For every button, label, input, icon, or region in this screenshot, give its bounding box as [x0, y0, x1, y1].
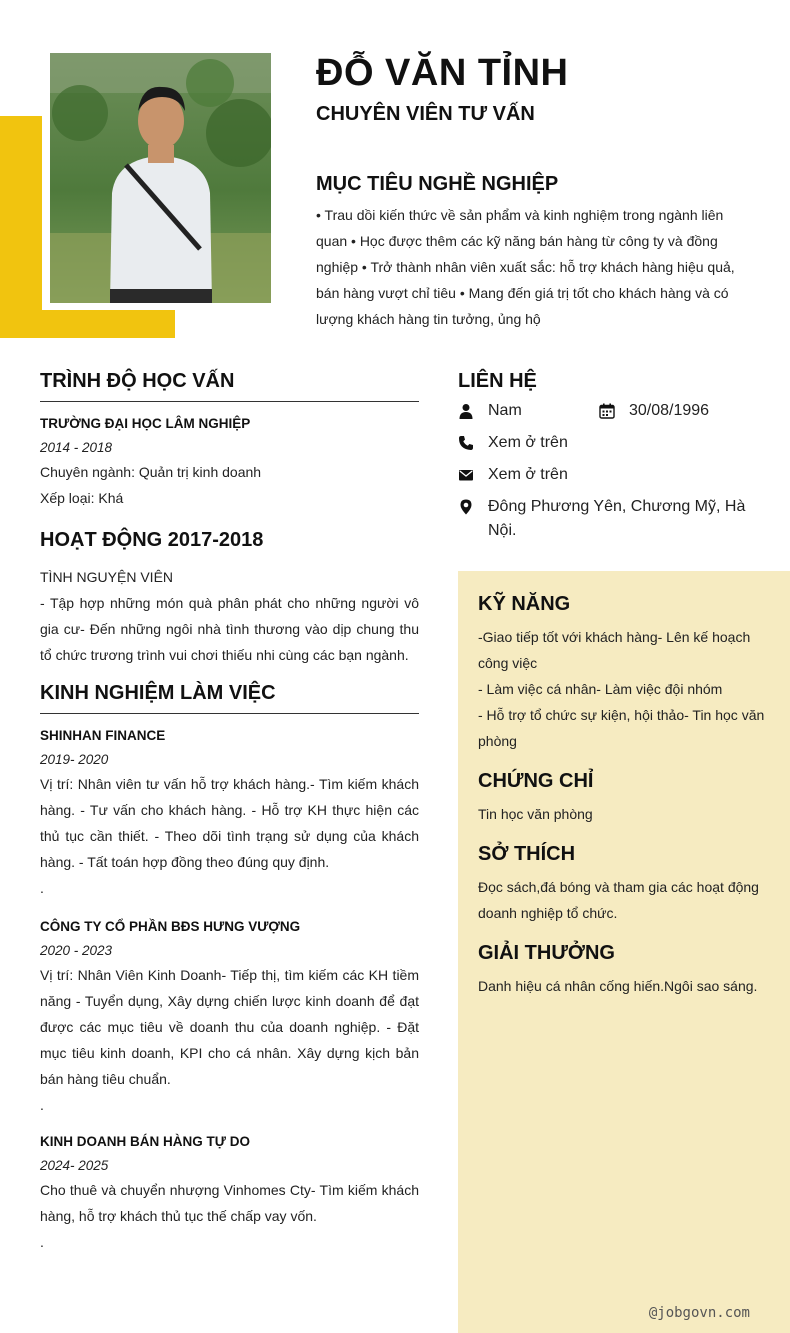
phone-icon: [458, 435, 474, 451]
contact-row-address: [458, 495, 758, 543]
accent-bar-horizontal: [0, 310, 175, 338]
contact-section: [458, 370, 758, 551]
job-title: CHUYÊN VIÊN TƯ VẤN: [316, 103, 535, 125]
experience-heading: KINH NGHIỆM LÀM VIỆC: [40, 682, 419, 714]
contact-row-email: [458, 463, 758, 487]
certificates-text: Tin học văn phòng: [478, 806, 593, 822]
education-period: 2014 - 2018: [40, 440, 113, 455]
location-pin-icon: [458, 499, 474, 515]
experience-section: [40, 682, 419, 1255]
experience-item: [40, 915, 419, 1118]
experience-period: 2019- 2020: [40, 752, 109, 767]
education-school: TRƯỜNG ĐẠI HỌC LÂM NGHIỆP: [40, 416, 251, 431]
skill-item: - Hỗ trợ tổ chức sự kiện, hội thảo- Tin học văn phòng: [478, 707, 765, 749]
certificates-section: [478, 770, 770, 827]
awards-section: [478, 942, 770, 999]
education-major: Chuyên ngành: Quản trị kinh doanh: [40, 464, 262, 480]
skills-panel: [458, 571, 790, 1333]
contact-birthdate: 30/08/1996: [629, 402, 710, 419]
skills-section: [478, 593, 770, 754]
awards-text: Danh hiệu cá nhân cống hiến.Ngôi sao sáng.: [478, 978, 758, 994]
contact-address: Đông Phương Yên, Chương Mỹ, Hà Nội.: [488, 498, 746, 539]
experience-company: SHINHAN FINANCE: [40, 728, 166, 743]
experience-company: KINH DOANH BÁN HÀNG TỰ DO: [40, 1134, 250, 1149]
contact-email: Xem ở trên: [488, 466, 568, 483]
activities-heading: HOẠT ĐỘNG 2017-2018: [40, 529, 264, 551]
activities-section: [40, 529, 419, 668]
calendar-icon: [599, 403, 615, 419]
education-heading: TRÌNH ĐỘ HỌC VẤN: [40, 370, 419, 402]
candidate-name: ĐỖ VĂN TỈNH: [316, 52, 569, 94]
experience-description: Vị trí: Nhân viên tư vấn hỗ trợ khách hàng.- Tìm kiếm khách hàng. - Tư vấn cho khách hàng. - Hỗ trợ KH thực hiện các thủ tục cần thiết. - Theo dõi tình trạng sử dụng của khách hàng. - Tất toán hợp đồng theo đúng quy định.: [40, 776, 419, 870]
objective-text: • Trau dồi kiến thức về sản phẩm và kinh nghiệm trong ngành liên quan • Học được thêm các kỹ năng bán hàng từ công ty và đồng nghiệp • Trở thành nhân viên xuất sắc: hỗ trợ khách hàng hiệu quả, bán hàng vượt chỉ tiêu • Mang đến giá trị tốt cho khách hàng và có lượng khách hàng tin tưởng, ủng hộ: [316, 207, 735, 327]
hobbies-section: [478, 843, 770, 926]
profile-photo: [50, 53, 271, 303]
experience-item: [40, 1130, 419, 1255]
contact-gender: Nam: [488, 402, 522, 419]
mail-icon: [458, 467, 474, 483]
experience-period: 2020 - 2023: [40, 943, 113, 958]
accent-bar-vertical: [0, 116, 42, 338]
awards-heading: GIẢI THƯỞNG: [478, 942, 615, 964]
certificates-heading: CHỨNG CHỈ: [478, 770, 594, 792]
skill-item: -Giao tiếp tốt với khách hàng- Lên kế hoạch công việc: [478, 629, 751, 671]
contact-row-gender-birth: [458, 399, 758, 423]
experience-description: Vị trí: Nhân Viên Kinh Doanh- Tiếp thị, tìm kiếm các KH tiềm năng - Tuyển dụng, Xây dựng chiến lược kinh doanh để đạt được các mục tiêu về doanh thu của doanh nghiệp. - Đặt mục tiêu kinh doanh, KPI cho cá nhân. Xây dựng kịch bản bán hàng tiêu chuẩn.: [40, 967, 419, 1087]
education-section: [40, 370, 419, 511]
experience-item: [40, 724, 419, 901]
contact-phone: Xem ở trên: [488, 434, 568, 451]
contact-heading: LIÊN HỆ: [458, 370, 537, 392]
hobbies-heading: SỞ THÍCH: [478, 843, 576, 865]
profile-photo-image: [50, 53, 271, 303]
activities-text: - Tập hợp những món quà phân phát cho những người vô gia cư- Đến những ngôi nhà tình thương vào dịp chung thu tổ chức trương trình vui chơi thiếu nhi cùng các bạn ngành.: [40, 595, 419, 663]
left-column: [40, 370, 419, 1255]
person-icon: [458, 403, 474, 419]
watermark: @jobgovn.com: [648, 1305, 750, 1321]
experience-description: Cho thuê và chuyển nhượng Vinhomes Cty- Tìm kiếm khách hàng, hỗ trợ khách thủ tục thế chấp vay vốn.: [40, 1182, 419, 1224]
experience-period: 2024- 2025: [40, 1158, 109, 1173]
contact-row-phone: [458, 431, 758, 455]
objective-heading: MỤC TIÊU NGHỀ NGHIỆP: [316, 173, 559, 195]
experience-company: CÔNG TY CỔ PHẦN BĐS HƯNG VƯỢNG: [40, 919, 301, 934]
activities-role: TÌNH NGUYỆN VIÊN: [40, 569, 174, 585]
education-rank: Xếp loại: Khá: [40, 490, 124, 506]
experience-separator: .: [40, 1097, 44, 1113]
hobbies-text: Đọc sách,đá bóng và tham gia các hoạt động doanh nghiệp tổ chức.: [478, 879, 759, 921]
skills-heading: KỸ NĂNG: [478, 593, 571, 615]
skill-item: - Làm việc cá nhân- Làm việc đội nhóm: [478, 681, 723, 697]
experience-separator: .: [40, 1234, 44, 1250]
experience-separator: .: [40, 880, 44, 896]
